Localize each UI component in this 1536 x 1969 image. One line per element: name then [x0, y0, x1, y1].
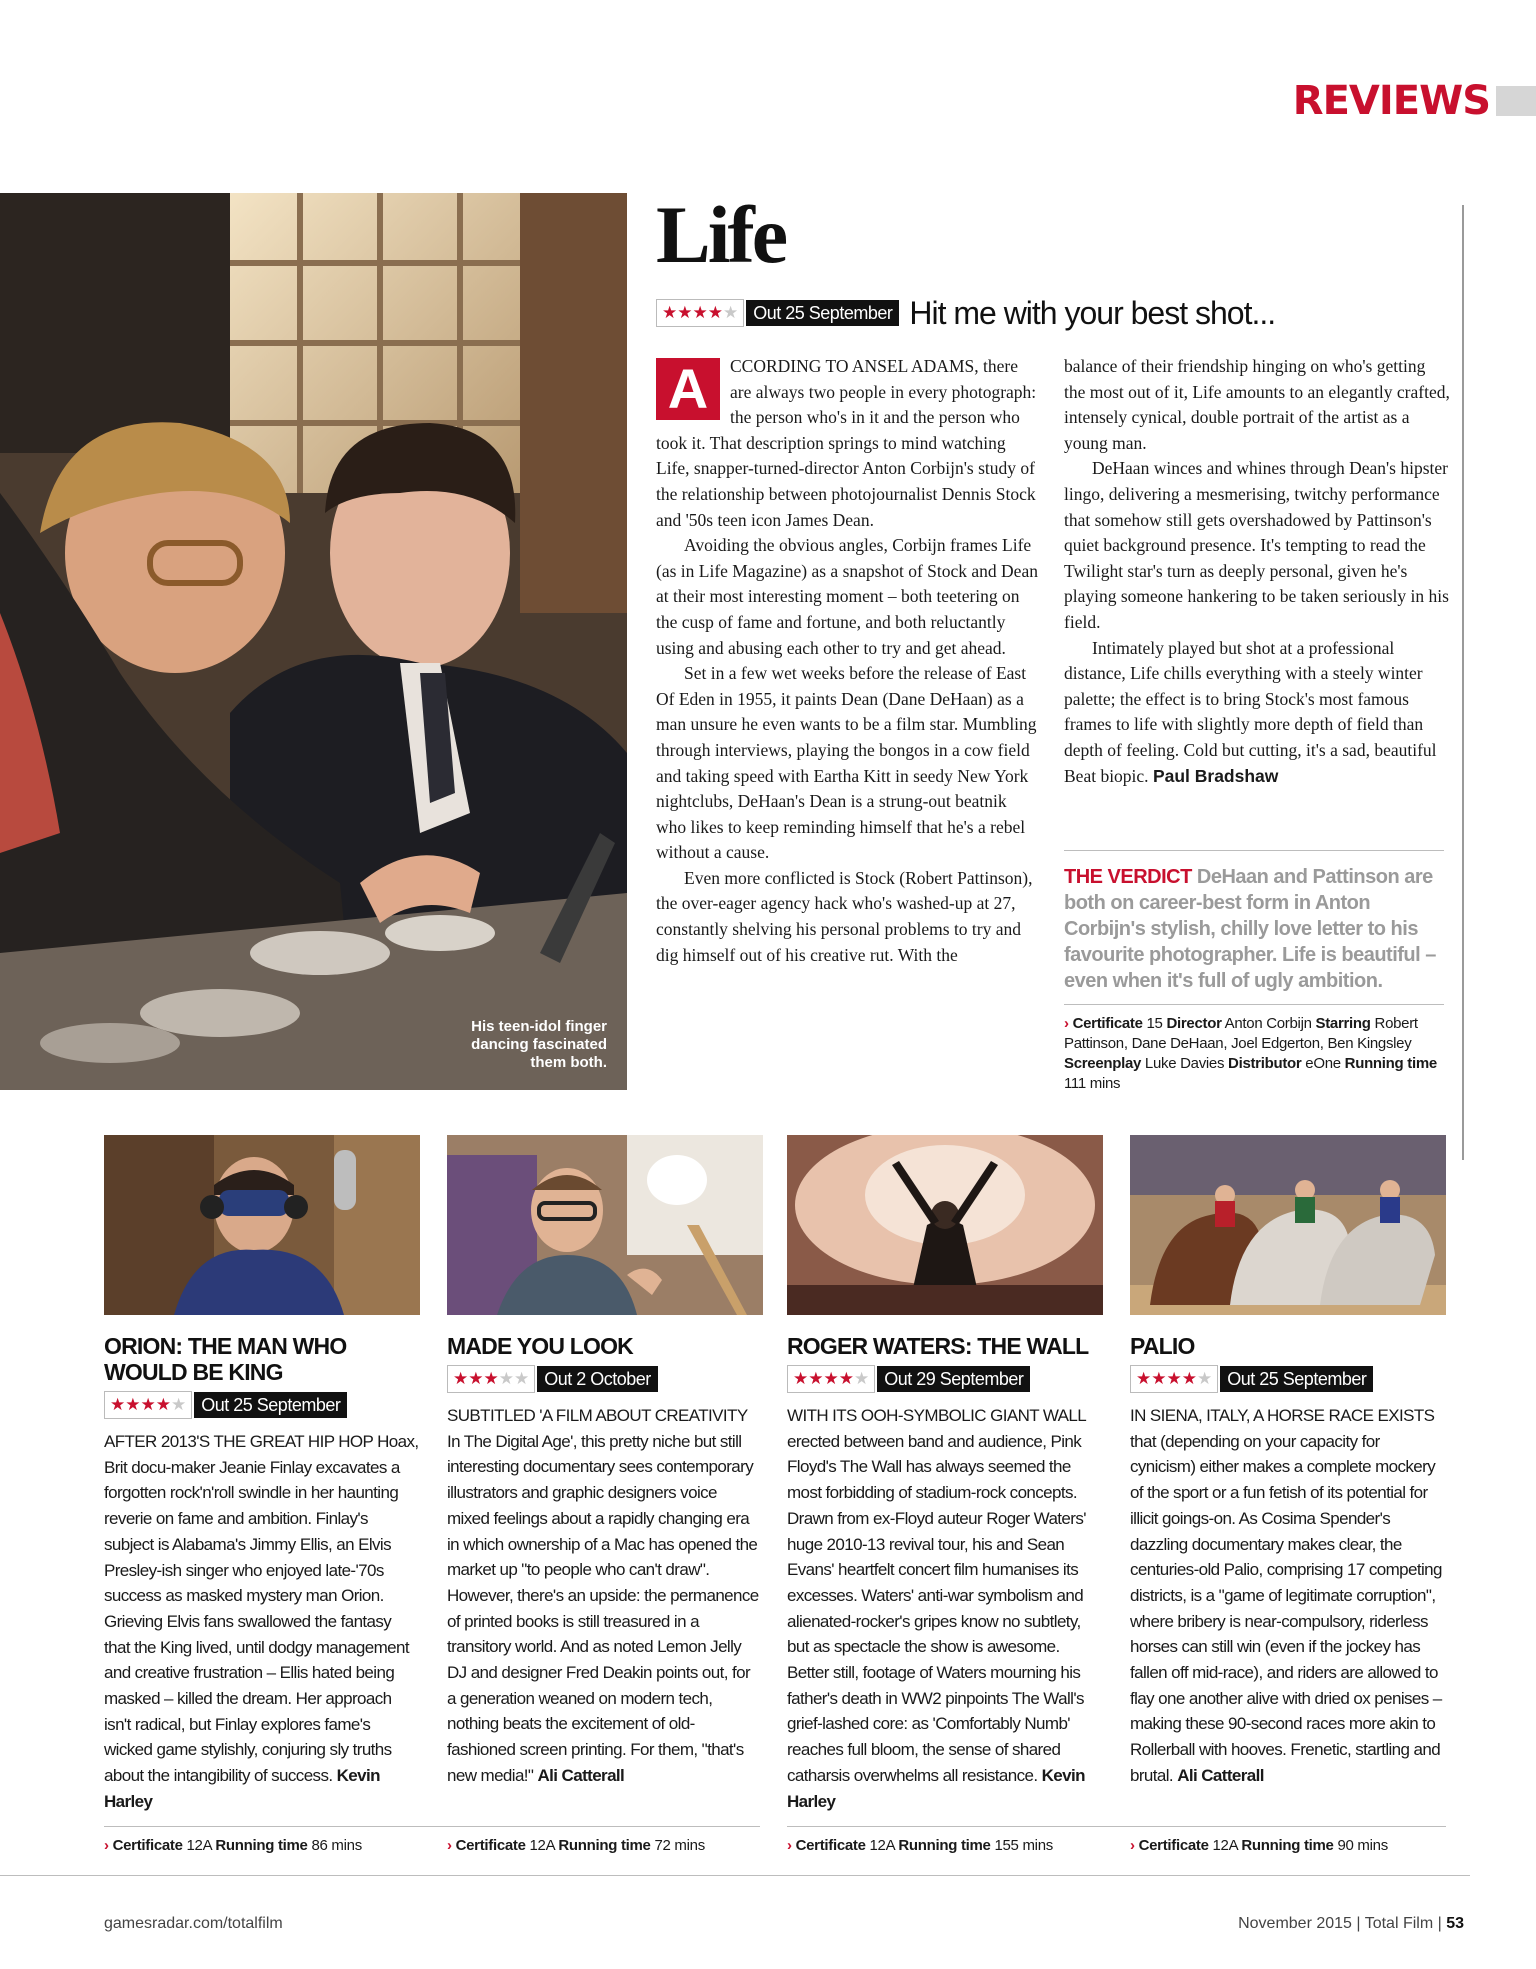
- drop-cap: A: [656, 358, 720, 420]
- fact-label: Certificate: [455, 1837, 526, 1854]
- fact-label: Running time: [898, 1837, 991, 1854]
- star-filled-icon: ★: [468, 1369, 484, 1388]
- fact-label: Distributor: [1228, 1055, 1302, 1072]
- review-column-2: [1064, 354, 1450, 789]
- card-body: [104, 1429, 420, 1815]
- star-filled-icon: ★: [1166, 1369, 1182, 1388]
- magazine-name: Total Film: [1364, 1915, 1434, 1932]
- card-facts: [104, 1837, 362, 1854]
- fact-label: Director: [1166, 1015, 1222, 1032]
- chevron-right-icon: ›: [787, 1837, 792, 1854]
- star-filled-icon: ★: [838, 1369, 854, 1388]
- star-filled-icon: ★: [677, 303, 693, 322]
- star-filled-icon: ★: [793, 1369, 809, 1388]
- card-rating: [1130, 1365, 1446, 1393]
- verdict-text: DeHaan and Pattinson are both on career-best form in Anton Corbijn's stylish, chilly love letter to his favourite photographer. Life is beautiful – even when it's full of ugly ambition.: [1064, 866, 1436, 992]
- fact-label: Running time: [1344, 1055, 1437, 1072]
- release-date-badge: Out 25 September: [1220, 1366, 1373, 1392]
- review-card: [104, 1135, 420, 1315]
- fact-value: 15: [1146, 1015, 1163, 1032]
- fact-label: Running time: [558, 1837, 651, 1854]
- star-rating: [1130, 1365, 1218, 1393]
- chevron-right-icon: ›: [447, 1837, 452, 1854]
- star-filled-icon: ★: [1151, 1369, 1167, 1388]
- release-date-badge: Out 29 September: [877, 1366, 1030, 1392]
- star-filled-icon: ★: [110, 1395, 126, 1414]
- card-text: [787, 1333, 1103, 1814]
- lead-in: CCORDING TO ANSEL ADAMS,: [730, 356, 979, 376]
- lead-in: SUBTITLED 'A FILM ABOUT CREATIVITY: [447, 1406, 748, 1425]
- fact-label: Certificate: [795, 1837, 866, 1854]
- star-filled-icon: ★: [808, 1369, 824, 1388]
- star-filled-icon: ★: [707, 303, 723, 322]
- fact-value: 155 mins: [994, 1837, 1053, 1854]
- review-byline: Paul Bradshaw: [1152, 765, 1279, 786]
- card-title: ROGER WATERS: THE WALL: [787, 1333, 1089, 1359]
- fact-value: Robert Pattinson, Dane DeHaan, Joel Edgerton, Ben Kingsley: [1064, 1015, 1418, 1052]
- card-body-text: erected between band and audience, Pink Floyd's The Wall has always seemed the most forbidding of stadium-rock concepts. Drawn from ex-Floyd auteur Roger Waters' huge 2010-13 revival tour, his and Sean Evans' heartfelt concert film humanises its excesses. Waters' anti-war symbolism and alienated-rocker's gripes know no subtlety, but as spectacle the show is awesome. Better still, footage of Waters mourning his father's death in WW2 pinpoints The Wall's grief-lashed core: as 'Comfortably Numb' reaches full bloom, the sense of shared catharsis overwhelms all resistance.: [787, 1431, 1086, 1785]
- card-body-text: In The Digital Age', this pretty niche but still interesting documentary sees contemporary illustrators and graphic designers voice mixed feelings about a rapidly changing era in which ownership of a Mac has opened the market up "to people who can't draw". However, there's an upside: the permanence of printed books is still treasured in a transitory world. And as noted Lemon Jelly DJ and designer Fred Deakin points out, for a generation weaned on modern tech, nothing beats the excitement of old-fashioned screen printing. For them, "that's new media!": [447, 1431, 759, 1785]
- star-filled-icon: ★: [140, 1395, 156, 1414]
- facts-top-rule: [1064, 1004, 1444, 1005]
- star-filled-icon: ★: [823, 1369, 839, 1388]
- review-card: [447, 1135, 763, 1315]
- star-filled-icon: ★: [483, 1369, 499, 1388]
- paragraph: [1064, 636, 1450, 790]
- fact-label: Running time: [215, 1837, 308, 1854]
- star-filled-icon: ★: [662, 303, 678, 322]
- review-card: [787, 1135, 1103, 1315]
- frame-line: [1462, 205, 1464, 1160]
- fact-value: 72 mins: [654, 1837, 705, 1854]
- card-photo: [1130, 1135, 1446, 1315]
- card-title: PALIO: [1130, 1333, 1195, 1359]
- card-facts-rule: [787, 1826, 1446, 1827]
- fact-value: 12A: [529, 1837, 555, 1854]
- fact-value: Luke Davies: [1144, 1055, 1225, 1072]
- review-facts: [1064, 1014, 1450, 1094]
- card-body-text: Hoax, Brit docu-maker Jeanie Finlay excavates a forgotten rock'n'roll swindle in her haunting reverie on fame and ambition. Finlay's subject is Alabama's Jimmy Ellis, an Elvis Presley-ish singer who enjoyed late-'70s success as masked mystery man Orion. Grieving Elvis fans swallowed the fantasy that the King lived, until dodgy management and creative frustration – Ellis hated being masked – killed the dream. Her approach isn't radical, but Finlay explores fame's wicked game stylishly, conjuring sly truths about the intangibility of success.: [104, 1432, 419, 1786]
- lead-in: AFTER 2013'S THE GREAT HIP HOP: [104, 1432, 373, 1451]
- verdict-top-rule: [1064, 850, 1444, 851]
- card-rating: [104, 1391, 420, 1419]
- review-tagline: Hit me with your best shot...: [909, 294, 1276, 331]
- review-column-1: [656, 354, 1039, 968]
- fact-value: 111 mins: [1064, 1075, 1121, 1092]
- star-filled-icon: ★: [692, 303, 708, 322]
- fact-label: Certificate: [1072, 1015, 1143, 1032]
- card-body-text: that (depending on your capacity for cynicism) either makes a complete mockery of the sport or a fun fetish of its potential for illicit goings-on. As Cosima Spender's dazzling documentary makes clear, the centuries-old Palio, comprising 17 competing districts, is a "game of legitimate corruption", where bribery is near-compulsory, riderless horses can still win (even if the jockey has fallen off mid-race), and riders are allowed to flay one another alive with dried ox penises – making these 90-second races more akin to Rollerball with hooves. Frenetic, startling and brutal.: [1130, 1431, 1442, 1785]
- card-photo: [447, 1135, 763, 1315]
- review-title: Life: [656, 189, 786, 280]
- paragraph-text: Intimately played but shot at a professional distance, Life chills everything with a steely winter palette; the effect is to bring Stock's most famous frames to life with slightly more depth of field than depth of feeling. Cold but cutting, it's a sad, beautiful Beat biopic.: [1064, 637, 1437, 786]
- card-title: MADE YOU LOOK: [447, 1333, 633, 1359]
- star-empty-icon: ★: [514, 1369, 530, 1388]
- card-body: [787, 1403, 1103, 1814]
- card-byline: Kevin Harley: [787, 1765, 1085, 1811]
- star-filled-icon: ★: [1181, 1369, 1197, 1388]
- star-empty-icon: ★: [854, 1369, 870, 1388]
- chevron-right-icon: ›: [1130, 1837, 1135, 1854]
- verdict-label: THE VERDICT: [1064, 866, 1192, 888]
- card-text: [104, 1333, 420, 1815]
- star-empty-icon: ★: [171, 1395, 187, 1414]
- paragraph: balance of their friendship hinging on who's getting the most out of it, Life amounts to an elegantly crafted, intensely cynical, double portrait of the artist as a young man.: [1064, 356, 1450, 453]
- card-photo: [787, 1135, 1103, 1315]
- verdict-box: [1064, 864, 1450, 994]
- section-tab: [1496, 86, 1536, 116]
- fact-value: 12A: [1212, 1837, 1238, 1854]
- star-filled-icon: ★: [1136, 1369, 1152, 1388]
- fact-label: Certificate: [112, 1837, 183, 1854]
- paragraph: [656, 354, 1039, 533]
- fact-label: Running time: [1241, 1837, 1334, 1854]
- release-date-badge: Out 25 September: [194, 1392, 347, 1418]
- paragraph: Set in a few wet weeks before the release of East Of Eden in 1955, it paints Dean (Dane DeHaan) as a man unsure he even wants to be a film star. Mumbling through interviews, playing the bongos in a cow field and taking speed with Eartha Kitt in seedy New York nightclubs, DeHaan's Dean is a strung-out beatnik who likes to keep reminding himself that he's a rebel without a cause.: [656, 663, 1037, 863]
- photo-caption: His teen-idol finger dancing fascinated them both.: [471, 1018, 607, 1071]
- card-rating: [447, 1365, 763, 1393]
- hero-photo: [0, 193, 627, 1090]
- issue-date: November 2015: [1238, 1915, 1352, 1932]
- star-rating: [656, 299, 744, 327]
- card-facts: [787, 1837, 1053, 1854]
- review-card: [1130, 1135, 1446, 1315]
- star-empty-icon: ★: [498, 1369, 514, 1388]
- card-rating: [787, 1365, 1103, 1393]
- paragraph: Avoiding the obvious angles, Corbijn frames Life (as in Life Magazine) as a snapshot of Stock and Dean at their most interesting moment – both teetering on the cusp of fame and fortune, and both reluctantly using and abusing each other to try and get ahead.: [656, 535, 1038, 658]
- fact-value: 12A: [186, 1837, 212, 1854]
- card-facts: [447, 1837, 705, 1854]
- footer-rule: [0, 1875, 1470, 1876]
- card-title: ORION: THE MAN WHO WOULD BE KING: [104, 1333, 347, 1385]
- card-photo: [104, 1135, 420, 1315]
- lead-in: WITH ITS OOH-SYMBOLIC GIANT WALL: [787, 1406, 1086, 1425]
- paragraph: Even more conflicted is Stock (Robert Pattinson), the over-eager agency hack who's washed-up at 27, constantly shelving his personal problems to try and dig himself out of his creative rut. With the: [656, 867, 1033, 965]
- star-rating: [787, 1365, 875, 1393]
- release-date-badge: Out 25 September: [746, 300, 899, 326]
- star-rating: [104, 1391, 192, 1419]
- main-rating-row: [656, 296, 1275, 330]
- star-filled-icon: ★: [125, 1395, 141, 1414]
- star-empty-icon: ★: [723, 303, 739, 322]
- star-filled-icon: ★: [453, 1369, 469, 1388]
- fact-value: Anton Corbijn: [1224, 1015, 1312, 1032]
- fact-label: Certificate: [1138, 1837, 1209, 1854]
- section-label: REVIEWS: [1292, 78, 1490, 124]
- card-byline: Kevin Harley: [104, 1766, 380, 1811]
- footer-issue: November 2015 | Total Film | 53: [1238, 1915, 1464, 1932]
- page-number: 53: [1446, 1915, 1464, 1932]
- card-facts-rule: [104, 1826, 760, 1827]
- fact-label: Screenplay: [1064, 1055, 1142, 1072]
- chevron-right-icon: ›: [104, 1837, 109, 1854]
- card-text: [1130, 1333, 1446, 1789]
- lead-in: IN SIENA, ITALY, A HORSE RACE EXISTS: [1130, 1406, 1435, 1425]
- card-body: [1130, 1403, 1446, 1789]
- chevron-right-icon: ›: [1064, 1015, 1069, 1032]
- card-facts: [1130, 1837, 1388, 1854]
- fact-value: eOne: [1305, 1055, 1341, 1072]
- footer-site: gamesradar.com/totalfilm: [104, 1915, 283, 1932]
- fact-label: Starring: [1315, 1015, 1371, 1032]
- card-text: [447, 1333, 763, 1789]
- fact-value: 86 mins: [311, 1837, 362, 1854]
- card-byline: Ali Catterall: [537, 1765, 625, 1785]
- paragraph: DeHaan winces and whines through Dean's hipster lingo, delivering a mesmerising, twitchy performance that somehow still gets overshadowed by Pattinson's quiet background presence. It's tempting to read the Twilight star's turn as deeply personal, given he's playing someone hankering to be taken seriously in his field.: [1064, 458, 1449, 632]
- star-empty-icon: ★: [1197, 1369, 1213, 1388]
- card-byline: Ali Catterall: [1177, 1765, 1264, 1785]
- fact-value: 90 mins: [1337, 1837, 1388, 1854]
- card-body: [447, 1403, 763, 1789]
- fact-value: 12A: [869, 1837, 895, 1854]
- star-rating: [447, 1365, 535, 1393]
- paragraph-text: there are always two people in every photograph: the person who's in it and the person who took it. That description springs to mind watching Life, snapper-turned-director Anton Corbijn's study of the relationship between photojournalist Dennis Stock and '50s teen icon James Dean.: [656, 356, 1037, 530]
- star-filled-icon: ★: [155, 1395, 171, 1414]
- release-date-badge: Out 2 October: [537, 1366, 658, 1392]
